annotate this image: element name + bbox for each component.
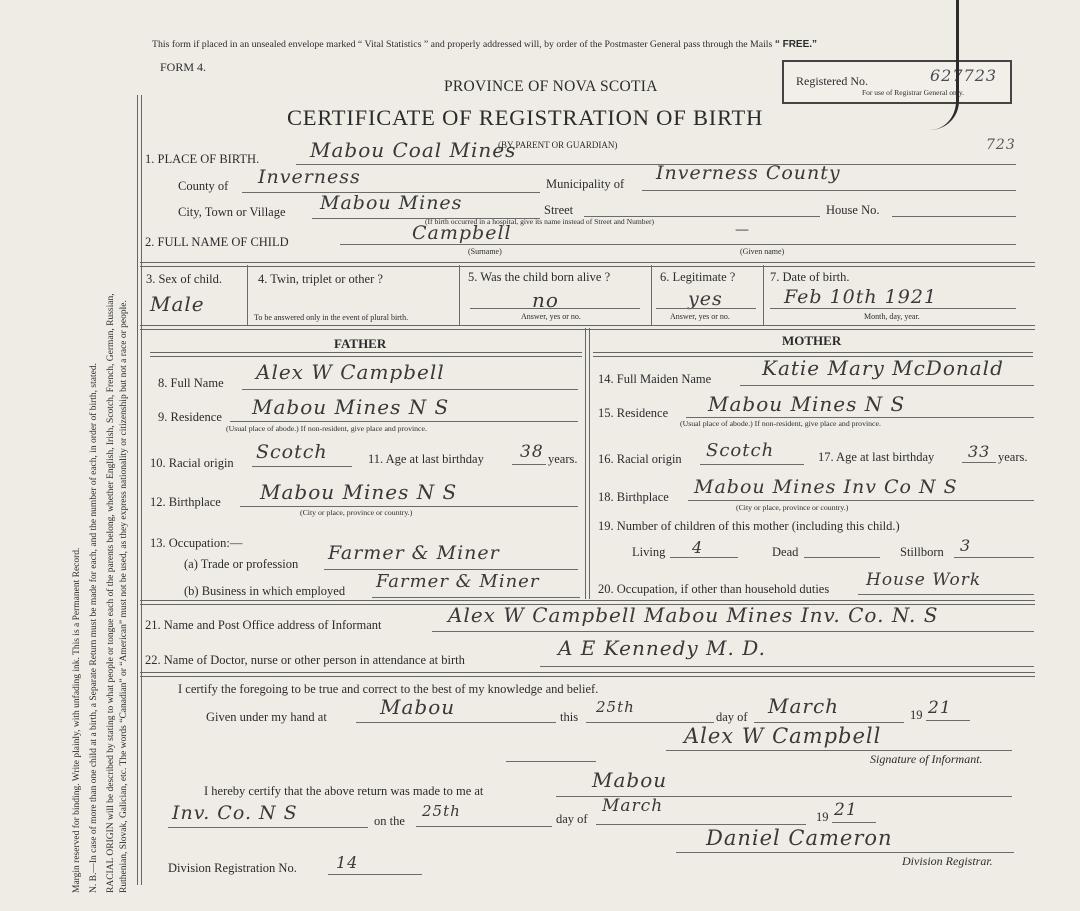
- row3-div-4: [763, 265, 764, 325]
- certify-statement: I certify the foregoing to be true and correct to the best of my knowledge and belief.: [178, 682, 599, 696]
- given-under-label: Given under my hand at: [206, 710, 327, 724]
- by-parent-note: (BY PARENT OR GUARDIAN): [498, 140, 618, 150]
- year-line: [926, 720, 970, 721]
- house-label: House No.: [826, 203, 880, 217]
- row3-div-3: [651, 265, 652, 325]
- mother-occ-line: [858, 594, 1034, 595]
- alive-label: 5. Was the child born alive ?: [468, 270, 611, 284]
- left-border: [137, 95, 142, 885]
- doctor-line: [540, 666, 1034, 667]
- father-bp-line: [240, 506, 578, 507]
- mother-race-label: 16. Racial origin: [598, 452, 682, 466]
- alive-note: Answer, yes or no.: [521, 312, 581, 321]
- mother-res-label: 15. Residence: [598, 406, 669, 420]
- mother-age-value: 33: [968, 442, 991, 461]
- city-value: Mabou Mines: [320, 192, 463, 214]
- mother-name-label: 14. Full Maiden Name: [598, 372, 712, 386]
- father-res-label: 9. Residence: [158, 410, 222, 424]
- certify-top-rule: [140, 672, 1035, 677]
- father-years-label: years.: [548, 452, 578, 466]
- on-the-value: 25th: [422, 802, 461, 820]
- doctor-label: 22. Name of Doctor, nurse or other person in attendance at birth: [145, 653, 465, 667]
- child-surname-value: Campbell: [412, 222, 512, 244]
- father-biz-label: (b) Business in which employed: [184, 584, 346, 598]
- this-day-line: [586, 722, 714, 723]
- twin-label: 4. Twin, triplet or other ?: [258, 272, 383, 286]
- city-label: City, Town or Village: [178, 205, 286, 219]
- child-name-line: [340, 244, 1016, 245]
- mother-race-line: [700, 464, 804, 465]
- registration-box: [782, 60, 1012, 104]
- mother-bp-line: [688, 500, 1034, 501]
- side-note-binding: Margin reserved for binding. Write plainly, with unfading ink. This is a Permanent Record.: [72, 547, 82, 893]
- father-race-line: [252, 466, 352, 467]
- father-name-value: Alex W Campbell: [256, 360, 445, 384]
- signature-line: [666, 750, 1012, 751]
- given-place-line: [356, 722, 556, 723]
- sex-label: 3. Sex of child.: [146, 272, 223, 286]
- municipality-line: [642, 190, 1016, 191]
- child-name-label: 2. FULL NAME OF CHILD: [145, 235, 289, 249]
- father-age-value: 38: [520, 442, 544, 462]
- year-prefix: 19: [910, 708, 923, 722]
- living-value: 4: [692, 538, 704, 557]
- father-name-line: [242, 389, 578, 390]
- mother-years-label: years.: [998, 450, 1028, 464]
- father-res-value: Mabou Mines N S: [252, 395, 450, 419]
- registrar-year-value: 21: [834, 800, 858, 820]
- father-race-value: Scotch: [256, 441, 328, 463]
- date-label: 7. Date of birth.: [770, 270, 850, 284]
- side-note-multiple-birth: N. B.—In case of more than one child at a birth, a Separate Return must be made for each, and the number of each, in order of birth, stated.: [89, 363, 99, 893]
- row3-top-rule: [140, 262, 1035, 267]
- registrar-signature: Daniel Cameron: [706, 826, 893, 850]
- legit-label: 6. Legitimate ?: [660, 270, 736, 284]
- municipality-value: Inverness County: [656, 162, 841, 184]
- father-occ-label: 13. Occupation:—: [150, 536, 243, 550]
- legit-value: yes: [688, 288, 723, 310]
- registrar-caption: Division Registrar.: [902, 854, 993, 868]
- father-trade-label: (a) Trade or profession: [184, 557, 299, 571]
- year-value: 21: [928, 698, 952, 718]
- mother-occ-value: House Work: [866, 570, 982, 590]
- alive-line: [470, 308, 640, 309]
- mother-race-value: Scotch: [706, 440, 775, 461]
- surname-caption: (Surname): [468, 247, 502, 256]
- place-of-birth-label: 1. PLACE OF BIRTH.: [145, 152, 260, 166]
- page-title: CERTIFICATE OF REGISTRATION OF BIRTH: [287, 105, 764, 130]
- father-age-line: [512, 464, 546, 465]
- registrar-county-value: Inv. Co. N S: [172, 802, 298, 824]
- informant-label: 21. Name and Post Office address of Informant: [145, 618, 382, 632]
- given-place-value: Mabou: [380, 695, 456, 719]
- father-res-note: (Usual place of abode.) If non-resident, give place and province.: [226, 424, 427, 433]
- this-label: this: [560, 710, 579, 724]
- street-label: Street: [544, 203, 574, 217]
- date-note: Month, day, year.: [864, 312, 920, 321]
- registrar-place-value: Mabou: [592, 768, 668, 792]
- mother-res-line: [686, 417, 1034, 418]
- stillborn-value: 3: [960, 536, 972, 555]
- day-of-label: day of: [716, 710, 748, 724]
- living-label: Living: [632, 545, 666, 559]
- informant-value: Alex W Campbell Mabou Mines Inv. Co. N. S: [448, 603, 939, 627]
- month-value: March: [768, 694, 840, 718]
- registrar-day-of-label: day of: [556, 812, 588, 826]
- stillborn-label: Stillborn: [900, 545, 944, 559]
- informant-signature: Alex W Campbell: [684, 724, 882, 748]
- signature-caption: Signature of Informant.: [870, 752, 983, 766]
- mother-age-line: [962, 462, 996, 463]
- mother-bp-label: 18. Birthplace: [598, 490, 669, 504]
- ink-stroke: [930, 0, 959, 130]
- father-bp-label: 12. Birthplace: [150, 495, 221, 509]
- registrar-year-line: [832, 822, 876, 823]
- month-line: [754, 722, 904, 723]
- doctor-value: A E Kennedy M. D.: [558, 636, 766, 660]
- legit-line: [656, 308, 756, 309]
- child-given-value: —: [735, 222, 750, 238]
- mother-res-value: Mabou Mines N S: [708, 392, 906, 416]
- registrar-county-line: [168, 827, 368, 828]
- mother-res-note: (Usual place of abode.) If non-resident, give place and province.: [680, 419, 881, 428]
- stillborn-line: [954, 557, 1034, 558]
- registrar-month-value: March: [602, 796, 664, 816]
- this-day-value: 25th: [596, 698, 635, 716]
- registered-number: 627723: [930, 66, 998, 85]
- mother-bp-note: (City or place, province or country.): [736, 503, 849, 512]
- date-line: [770, 308, 1016, 309]
- registrar-use-note: For use of Registrar General only.: [862, 88, 964, 97]
- informant-line: [432, 631, 1034, 632]
- row3-div-2: [459, 265, 460, 325]
- registrar-month-line: [596, 824, 806, 825]
- father-heading-rule: [150, 352, 582, 357]
- father-trade-line: [324, 569, 578, 570]
- mother-occ-label: 20. Occupation, if other than household duties: [598, 582, 830, 596]
- corner-number: 723: [986, 137, 1016, 153]
- division-line: [328, 874, 422, 875]
- legit-note: Answer, yes or no.: [670, 312, 730, 321]
- mother-name-line: [740, 385, 1034, 386]
- given-caption: (Given name): [740, 247, 785, 256]
- postal-notice: [152, 39, 817, 50]
- mother-age-label: 17. Age at last birthday: [818, 450, 935, 464]
- mother-heading: MOTHER: [782, 333, 842, 348]
- county-label: County of: [178, 179, 229, 193]
- division-label: Division Registration No.: [168, 861, 297, 875]
- separator-line: [506, 761, 596, 762]
- father-trade-value: Farmer & Miner: [328, 542, 500, 564]
- dead-label: Dead: [772, 545, 799, 559]
- sex-value: Male: [150, 292, 205, 316]
- alive-value: no: [532, 288, 559, 312]
- father-bp-note: (City or place, province or country.): [300, 508, 413, 517]
- father-heading: FATHER: [334, 336, 387, 351]
- father-biz-line: [372, 597, 580, 598]
- father-biz-value: Farmer & Miner: [376, 571, 540, 592]
- side-note-racial-origin-2: Ruthenian, Slovak, Galician, etc. The words “Canadian” or “American” must not be used, as they express nationality or citizenship but not a race or people.: [119, 300, 129, 893]
- mother-name-value: Katie Mary McDonald: [762, 356, 1004, 380]
- province-heading: PROVINCE OF NOVA SCOTIA: [444, 78, 658, 95]
- free-label: “ FREE.”: [774, 39, 818, 50]
- parents-center-rule: [585, 328, 590, 599]
- division-value: 14: [336, 853, 359, 872]
- father-age-label: 11. Age at last birthday: [368, 452, 484, 466]
- twin-note: To be answered only in the event of plural birth.: [254, 313, 409, 322]
- registrar-statement: I hereby certify that the above return was made to me at: [204, 784, 484, 798]
- mother-children-label: 19. Number of children of this mother (including this child.): [598, 519, 900, 533]
- place-of-birth-value: Mabou Coal Mines: [310, 138, 517, 162]
- county-value: Inverness: [258, 166, 361, 188]
- registrar-signature-line: [676, 852, 1014, 853]
- father-race-label: 10. Racial origin: [150, 456, 234, 470]
- father-name-label: 8. Full Name: [158, 376, 224, 390]
- house-line: [892, 216, 1016, 217]
- form-number: FORM 4.: [160, 60, 207, 74]
- registrar-year-prefix: 19: [816, 810, 829, 824]
- living-line: [670, 557, 738, 558]
- dead-line: [804, 557, 880, 558]
- registered-label: Registered No.: [796, 74, 868, 88]
- hospital-note: (If birth occurred in a hospital, give its name instead of Street and Number): [425, 217, 655, 226]
- side-note-racial-origin: RACIAL ORIGIN will be described by stating to what people or tongue each of the parents belong, whether English, Irish, Scotch, French, German, Russian,: [106, 293, 116, 893]
- postal-notice-text: This form if placed in an unsealed envelope marked “ Vital Statistics ” and properly addressed will, by order of the Postmaster General pass through the Mails: [152, 39, 773, 50]
- father-bp-value: Mabou Mines N S: [260, 480, 458, 504]
- row3-div-1: [247, 265, 248, 325]
- on-the-label: on the: [374, 814, 405, 828]
- municipality-label: Municipality of: [546, 177, 625, 191]
- mother-bp-value: Mabou Mines Inv Co N S: [694, 476, 958, 498]
- date-value: Feb 10th 1921: [784, 286, 938, 308]
- on-the-line: [416, 826, 552, 827]
- father-res-line: [230, 421, 578, 422]
